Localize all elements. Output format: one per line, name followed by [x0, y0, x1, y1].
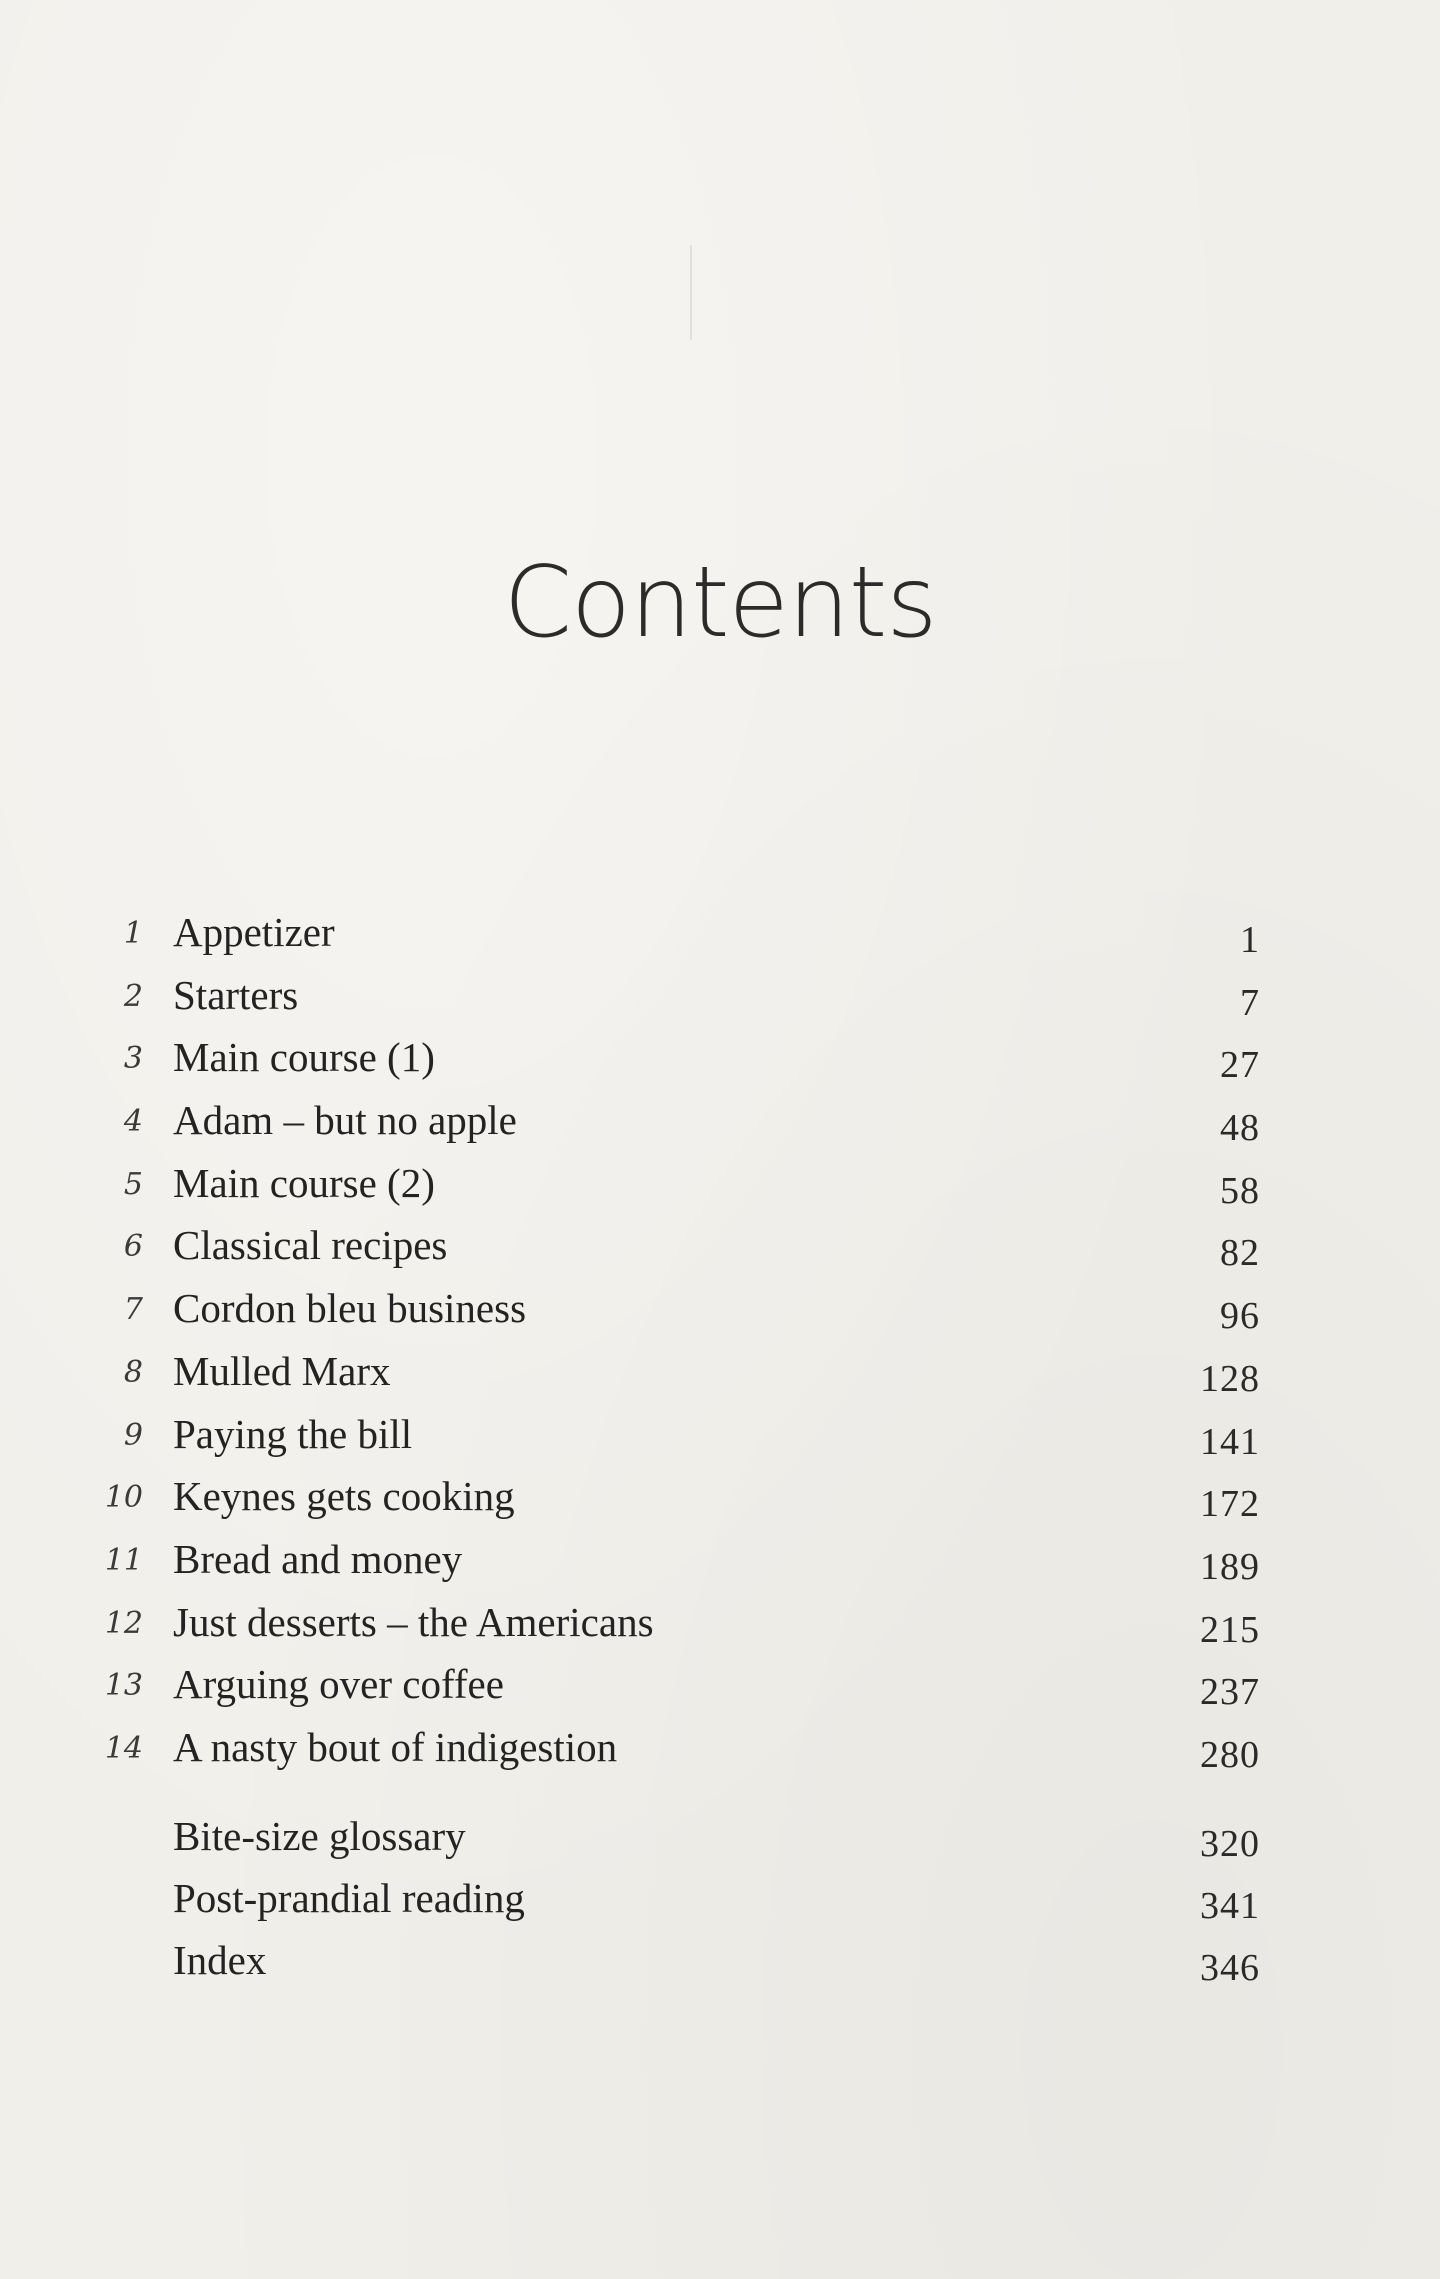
toc-row[interactable]	[95, 1410, 1260, 1473]
page-number: 96	[1220, 1295, 1260, 1338]
page-number: 27	[1220, 1044, 1260, 1087]
toc-row[interactable]	[95, 1723, 1260, 1786]
toc-row[interactable]	[95, 1812, 1260, 1874]
toc-row[interactable]	[95, 1221, 1260, 1284]
chapter-number: 13	[104, 1668, 143, 1704]
chapter-title: Main course (2)	[173, 1159, 435, 1206]
toc-row[interactable]	[95, 908, 1260, 971]
page-number: 189	[1200, 1545, 1260, 1588]
page-number: 346	[1200, 1947, 1260, 1989]
chapter-number: 6	[123, 1229, 143, 1265]
page-number: 320	[1200, 1823, 1260, 1865]
chapter-number: 10	[104, 1480, 143, 1516]
chapter-title: Adam – but no apple	[173, 1097, 517, 1144]
chapter-title: A nasty bout of indigestion	[173, 1723, 618, 1770]
page-title: Contents	[503, 545, 937, 660]
chapter-number: 5	[123, 1166, 143, 1202]
chapter-number: 4	[123, 1104, 143, 1140]
toc-row[interactable]	[95, 1598, 1260, 1661]
toc-row[interactable]	[95, 1347, 1260, 1410]
chapter-number: 8	[123, 1354, 143, 1390]
page-number: 141	[1200, 1420, 1260, 1463]
chapter-title: Paying the bill	[173, 1410, 413, 1457]
chapter-number: 2	[123, 978, 143, 1014]
toc-row[interactable]	[95, 971, 1260, 1034]
back-matter-list	[95, 1812, 1260, 1998]
toc-row[interactable]	[95, 1159, 1260, 1222]
back-matter-title: Index	[173, 1937, 267, 1983]
page-number: 58	[1220, 1169, 1260, 1212]
page-number: 48	[1220, 1107, 1260, 1150]
toc-row[interactable]	[95, 1660, 1260, 1723]
back-matter-title: Bite-size glossary	[173, 1813, 466, 1859]
chapter-list	[95, 908, 1260, 1786]
chapter-title: Classical recipes	[173, 1222, 448, 1269]
toc-row[interactable]	[95, 1472, 1260, 1535]
page-number: 1	[1240, 919, 1260, 961]
page-number: 82	[1220, 1232, 1260, 1275]
chapter-title: Bread and money	[173, 1535, 463, 1582]
chapter-number: 11	[104, 1542, 143, 1578]
chapter-title: Mulled Marx	[173, 1347, 391, 1394]
toc-row[interactable]	[95, 1535, 1260, 1598]
chapter-title: Just desserts – the Americans	[173, 1598, 654, 1645]
toc-row[interactable]	[95, 1033, 1260, 1096]
back-matter-title: Post-prandial reading	[173, 1875, 525, 1921]
chapter-title: Starters	[173, 971, 299, 1018]
page-number: 341	[1200, 1885, 1260, 1927]
chapter-number: 7	[123, 1292, 143, 1328]
chapter-number: 9	[123, 1417, 143, 1453]
fold-mark	[690, 245, 692, 340]
chapter-title: Main course (1)	[173, 1034, 435, 1081]
chapter-number: 12	[104, 1605, 143, 1641]
chapter-number: 3	[123, 1041, 143, 1077]
chapter-title: Cordon bleu business	[173, 1285, 527, 1332]
chapter-title: Keynes gets cooking	[173, 1473, 515, 1520]
page-number: 128	[1200, 1357, 1260, 1400]
page-number: 237	[1200, 1671, 1260, 1714]
page-number: 172	[1200, 1483, 1260, 1526]
toc-row[interactable]	[95, 1936, 1260, 1998]
toc-row[interactable]	[95, 1874, 1260, 1936]
toc-row[interactable]	[95, 1284, 1260, 1347]
chapter-title: Appetizer	[173, 909, 335, 955]
page-number: 7	[1240, 981, 1260, 1024]
page-number: 215	[1200, 1608, 1260, 1651]
chapter-title: Arguing over coffee	[173, 1661, 504, 1708]
page-number: 280	[1200, 1733, 1260, 1776]
chapter-number: 14	[104, 1730, 143, 1766]
chapter-number: 1	[123, 916, 143, 951]
toc-row[interactable]	[95, 1096, 1260, 1159]
